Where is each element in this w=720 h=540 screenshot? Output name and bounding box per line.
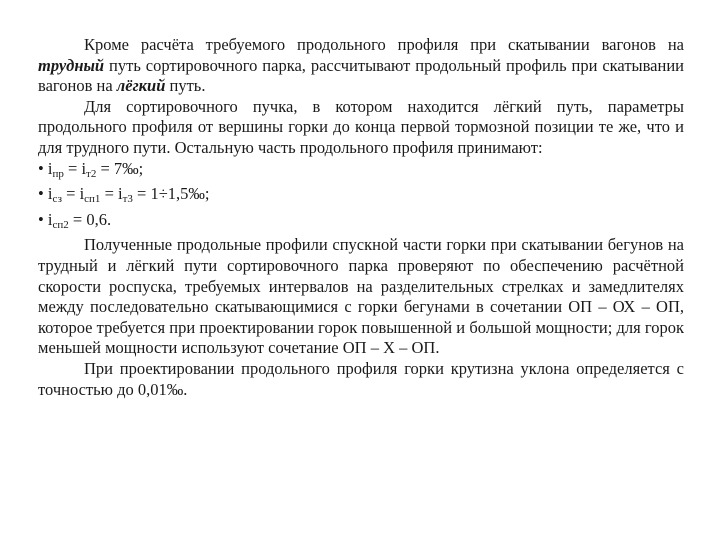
formula-subscript: сз <box>52 193 63 206</box>
paragraph-intro <box>38 35 684 97</box>
formula-subscript: сп1 <box>84 193 101 206</box>
bullet-marker: • <box>38 158 48 178</box>
formula-text: = i <box>63 158 87 178</box>
formula-subscript: сп2 <box>52 218 69 231</box>
emphasis-easy-track: лёгкий <box>116 76 166 96</box>
paragraph-intro-text-3: путь. <box>165 76 206 96</box>
formula-item <box>38 210 684 236</box>
formula-text: = 0,6. <box>68 209 112 229</box>
formula-subscript: т2 <box>86 167 97 180</box>
paragraph-sorting-bundle: Для сортировочного пучка, в котором находится лёгкий путь, параметры продольного профиля от вершины горки до конца первой тормозной позиции те же, что и для трудного пути. Остальную часть продольного профиля принимают: <box>38 96 684 157</box>
formula-item <box>38 184 684 210</box>
formula-text: i <box>47 184 53 204</box>
paragraph-intro-text-1: Кроме расчёта требуемого продольного профиля при скатывании вагонов на <box>84 35 684 54</box>
emphasis-difficult-track: трудный <box>38 55 105 75</box>
paragraph-profile-check: Полученные продольные профили спускной части горки при скатывании бегунов на трудный и лёгкий пути сортировочного парка проверяют по обеспечению расчётной скорости роспуска, требуемых интервалов на разделительных стрелках и замедлителях между последовательно скатывающимися с горки бегунами в сочетании ОП – ОХ – ОП, которое требуется при проектировании горок повышенной и большой мощности; для горок меньшей мощности используют сочетание ОП – Х – ОП. <box>38 235 684 358</box>
formula-text: i <box>47 158 53 178</box>
formula-text: = 7‰; <box>96 158 144 178</box>
paragraph-intro-text-2: путь сортировочного парка, рассчитывают продольный профиль при скатывании вагонов на <box>38 55 684 96</box>
formula-text: = i <box>100 184 123 204</box>
text-block <box>38 35 684 400</box>
bullet-marker: • <box>38 209 48 229</box>
formula-subscript: пр <box>52 167 64 180</box>
formula-text: = 1÷1,5‰; <box>132 184 210 204</box>
formula-text: = i <box>62 184 85 204</box>
bullet-marker: • <box>38 184 48 204</box>
formula-text: i <box>47 209 53 229</box>
paragraph-accuracy: При проектировании продольного профиля горки крутизна уклона определяется с точностью до 0,01‰. <box>38 358 684 399</box>
formula-subscript: т3 <box>122 193 133 206</box>
formula-item <box>38 159 684 185</box>
formula-list <box>38 159 684 236</box>
